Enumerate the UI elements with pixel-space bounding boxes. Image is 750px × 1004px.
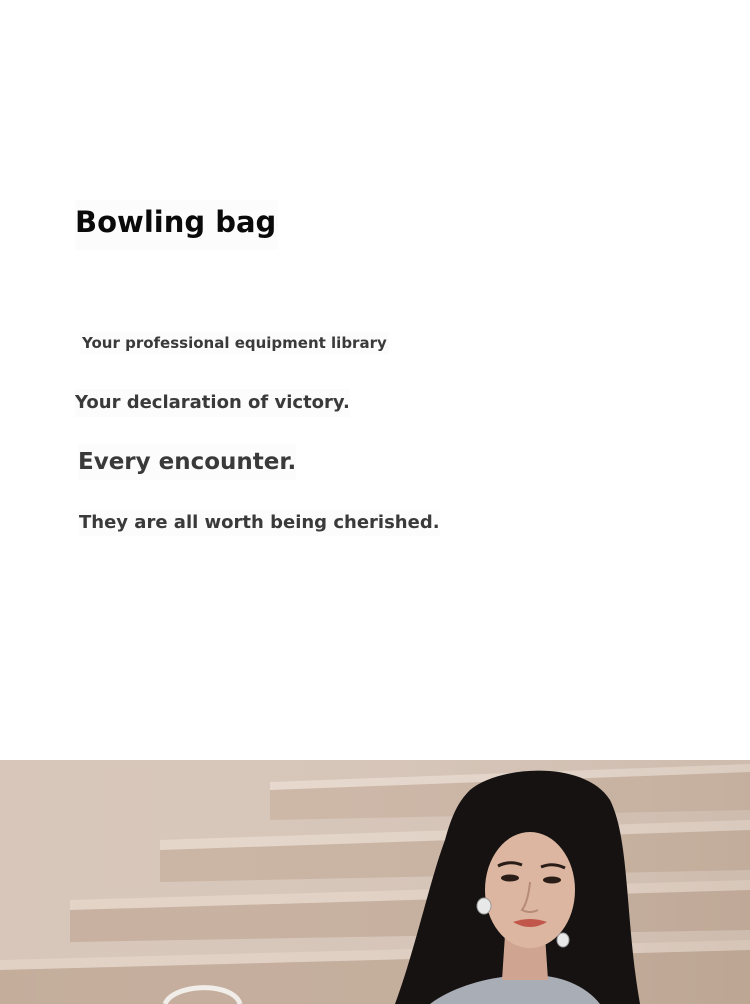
tagline: Your professional equipment library	[82, 334, 387, 352]
encounter-line: Every encounter.	[78, 444, 296, 480]
page-title: Bowling bag	[75, 200, 278, 250]
declaration-line: Your declaration of victory.	[75, 389, 350, 417]
photo-illustration	[0, 760, 750, 1004]
cherished-line: They are all worth being cherished.	[79, 510, 440, 536]
woman-on-steps-photo	[0, 760, 750, 1004]
